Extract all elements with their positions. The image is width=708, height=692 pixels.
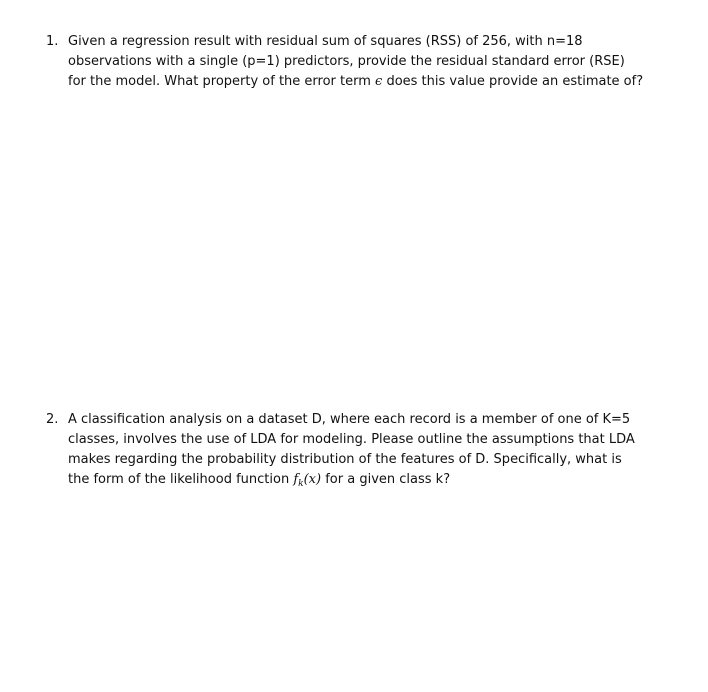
question-text-part: Given a regression result with residual sum of squares (RSS) of 256, with n=18 observations with a single (p=1) predictors, provide the residual standard error (RSE) for the model. What property of the error term	[68, 34, 625, 89]
question-text	[68, 32, 646, 92]
question-text-part: does this value provide an estimate of?	[382, 74, 644, 89]
question-text-part: A classification analysis on a dataset D, where each record is a member of one of K=5 classes, involves the use of LDA for modeling. Please outline the assumptions that LDA makes regarding the probability distribution of the features of D. Specifically, what is the form of the likelihood function	[68, 412, 635, 487]
likelihood-function-name: f	[293, 472, 299, 487]
question-1	[46, 32, 646, 92]
epsilon-symbol: ϵ	[375, 74, 383, 89]
question-text	[68, 410, 646, 494]
question-number: 2.	[46, 412, 59, 427]
likelihood-function-argument: (x)	[303, 472, 322, 487]
question-number: 1.	[46, 34, 59, 49]
question-2	[46, 410, 646, 494]
question-text-part: for a given class k?	[321, 472, 451, 487]
likelihood-function-subscript: k	[298, 479, 304, 489]
